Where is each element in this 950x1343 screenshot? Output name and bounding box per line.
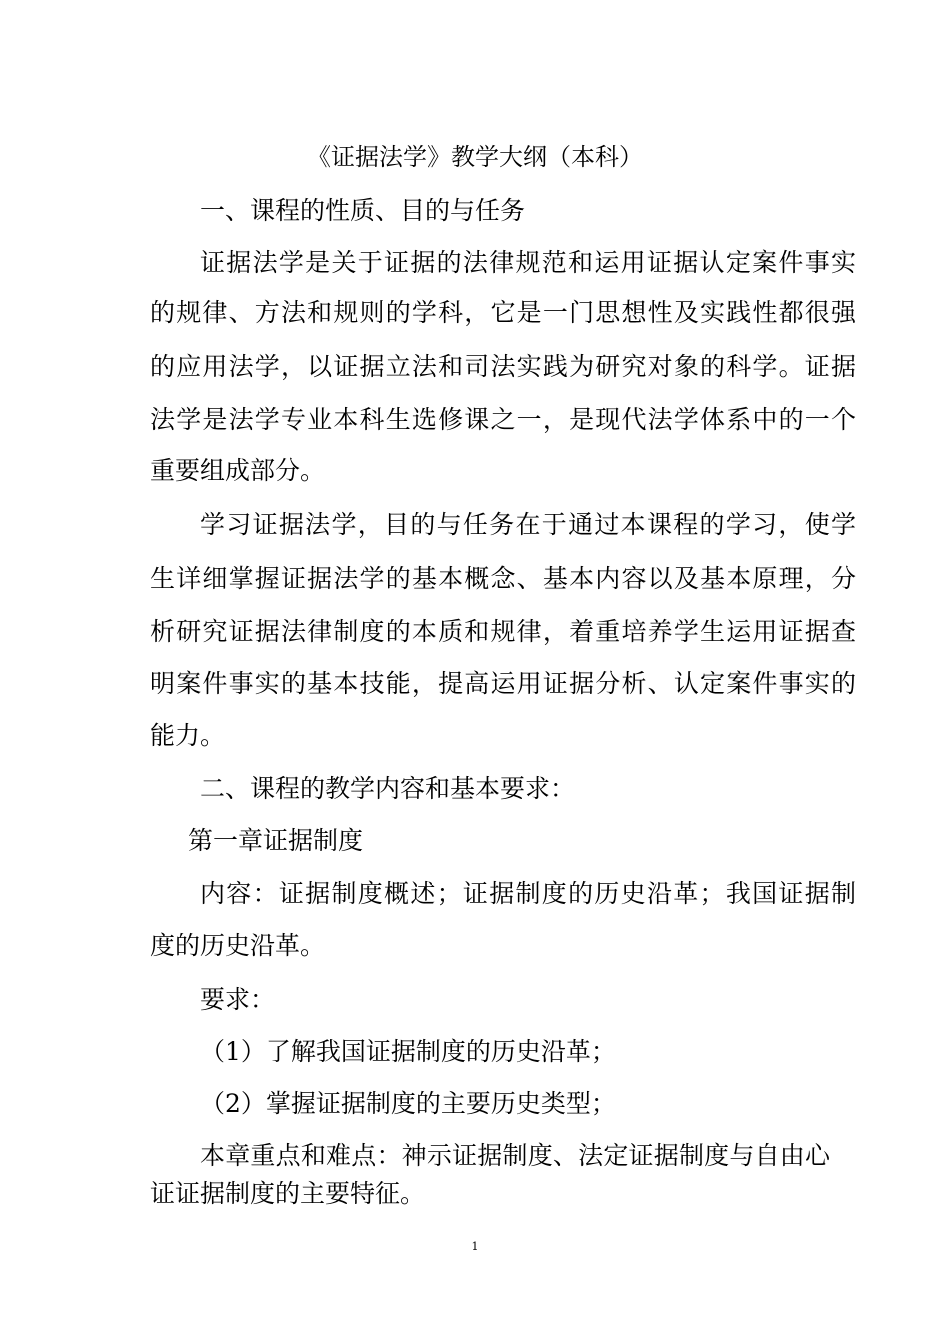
paragraph1-line-2: 的规律、方法和规则的学科，它是一门思想性及实践性都很强 <box>150 298 856 327</box>
paragraph2-line-4: 明案件事实的基本技能，提高运用证据分析、认定案件事实的 <box>150 669 856 698</box>
requirement-item-2: （2）掌握证据制度的主要历史类型； <box>200 1089 616 1118</box>
requirement-item-1: （1）了解我国证据制度的历史沿革； <box>200 1037 616 1066</box>
section2-heading: 二、课程的教学内容和基本要求： <box>200 774 576 803</box>
paragraph2-line-2: 生详细掌握证据法学的基本概念、基本内容以及基本原理，分 <box>150 564 856 593</box>
requirements-label: 要求： <box>200 985 276 1014</box>
chapter1-title: 第一章证据制度 <box>188 826 364 855</box>
paragraph2-line-3: 析研究证据法律制度的本质和规律，着重培养学生运用证据查 <box>150 617 856 646</box>
chapter1-content-line-2: 度的历史沿革。 <box>150 931 326 960</box>
page-number: 1 <box>471 1240 479 1253</box>
key-points-line-2: 证证据制度的主要特征。 <box>150 1179 426 1208</box>
key-points-line-1: 本章重点和难点：神示证据制度、法定证据制度与自由心 <box>200 1141 830 1170</box>
paragraph2-line-5: 能力。 <box>150 721 226 750</box>
paragraph2-line-1: 学习证据法学，目的与任务在于通过本课程的学习，使学 <box>200 510 856 539</box>
paragraph1-line-3: 的应用法学，以证据立法和司法实践为研究对象的科学。证据 <box>150 352 856 381</box>
paragraph1-line-4: 法学是法学专业本科生选修课之一，是现代法学体系中的一个 <box>150 405 856 434</box>
chapter1-content-line-1: 内容：证据制度概述；证据制度的历史沿革；我国证据制 <box>200 879 856 908</box>
paragraph1-line-5: 重要组成部分。 <box>150 456 326 485</box>
paragraph1-line-1: 证据法学是关于证据的法律规范和运用证据认定案件事实 <box>200 248 856 277</box>
section1-heading: 一、课程的性质、目的与任务 <box>200 196 526 225</box>
document-title: 《证据法学》教学大纲（本科） <box>307 143 643 171</box>
